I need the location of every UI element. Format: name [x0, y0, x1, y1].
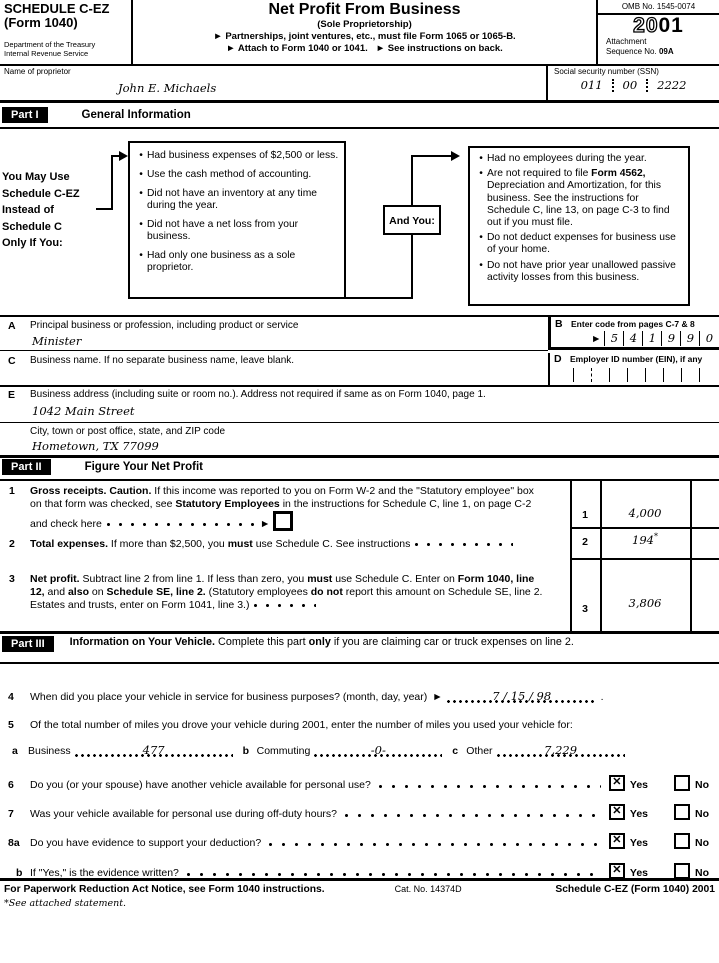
flow-line	[413, 155, 452, 157]
line8a-row	[8, 833, 709, 849]
dot-leader	[269, 843, 601, 846]
row-b-cell	[548, 317, 719, 350]
row-c-letter: C	[8, 355, 16, 367]
line7-yes-label: Yes	[629, 808, 648, 820]
line7-row	[8, 804, 709, 820]
footnote-marker: *	[653, 532, 658, 541]
proprietor-row	[0, 66, 719, 103]
line8a-number: 8a	[8, 837, 20, 849]
line5a-letter: a	[12, 745, 18, 757]
other-miles-field[interactable]: 7,229	[497, 743, 625, 757]
part3-title: Information on Your Vehicle. Complete this part only if you are claiming car or truck expenses on line 2.	[69, 636, 574, 648]
form-footer	[0, 878, 719, 912]
flow-line	[346, 297, 413, 299]
city-state-zip-field[interactable]: Hometown, TX 77099	[32, 439, 159, 453]
business-info-table	[0, 315, 719, 458]
line8b-row	[8, 863, 709, 879]
form-note-1: ► Partnerships, joint ventures, etc., must file Form 1065 or 1065-B.	[213, 31, 516, 42]
line6-text: Do you (or your spouse) have another vehicle available for personal use?	[30, 779, 371, 791]
line7-no-label: No	[695, 808, 709, 820]
pointer-icon: ►	[259, 518, 271, 530]
list-item: • Had only one business as a sole proprietor.	[135, 250, 339, 274]
row-b-letter: B	[555, 318, 563, 330]
line8b-no-checkbox[interactable]	[674, 863, 690, 879]
divider	[570, 558, 719, 560]
line8a-text: Do you have evidence to support your deduction?	[30, 837, 262, 849]
business-code-field[interactable]: ► 5 4 1 9 9 0	[591, 331, 718, 346]
dot-leader	[345, 814, 601, 817]
line5-row	[8, 719, 709, 731]
principal-business-field[interactable]: Minister	[32, 334, 82, 348]
line6-row	[8, 775, 709, 791]
ssn-cell	[546, 66, 719, 100]
line4-period: .	[600, 691, 604, 703]
line3-number: 3	[9, 573, 15, 585]
bullet-icon	[135, 188, 147, 212]
net-profit-amount[interactable]: 3,806	[628, 596, 662, 610]
dept-line2: Internal Revenue Service	[4, 48, 89, 58]
attached-statement-footnote: *See attached statement.	[4, 898, 127, 909]
list-item: • Had business expenses of $2,500 or less.	[135, 150, 339, 162]
line6-yes-checkbox[interactable]: ✕	[609, 775, 625, 791]
line7-no-checkbox[interactable]	[674, 804, 690, 820]
line8b-number: b	[16, 867, 23, 879]
schedule-footer-label: Schedule C-EZ (Form 1040) 2001	[555, 884, 715, 895]
line8b-no-label: No	[695, 867, 709, 879]
line5-mileage-row	[8, 743, 709, 757]
line3-text: Net profit. Subtract line 2 from line 1. If less than zero, you must use Schedule C. Enter on Form 1040, line 12, and also on Schedule SE, line 2. (Statutory employees do not report this amount on Schedule SE, line 2. Estates and trusts, enter on Form 1041, line 3.)	[30, 573, 543, 611]
line5b-letter: b	[242, 745, 250, 757]
line5c-letter: c	[452, 745, 459, 757]
and-you-box: And You:	[383, 205, 441, 235]
row-d-label: Employer ID number (EIN), if any	[570, 354, 703, 364]
ssn-separator	[646, 79, 648, 92]
schedule-name: SCHEDULE C-EZ	[4, 1, 110, 16]
proprietor-name-field[interactable]: John E. Michaels	[118, 81, 217, 95]
arrow-right-icon	[451, 151, 460, 161]
list-item: • Do not deduct expenses for business use of your home.	[475, 232, 683, 256]
row-b-label: Enter code from pages C-7 & 8	[571, 319, 695, 329]
line5b-label: Commuting	[256, 745, 311, 757]
statutory-employee-checkbox[interactable]	[273, 511, 293, 531]
line4-number: 4	[8, 691, 14, 703]
bullet-icon	[135, 250, 147, 274]
bullet-icon	[135, 150, 147, 162]
line8a-yes-checkbox[interactable]: ✕	[609, 833, 625, 849]
line6-no-checkbox[interactable]	[674, 775, 690, 791]
vehicle-info-section	[0, 667, 719, 878]
line2-box-number: 2	[582, 536, 588, 548]
part3-header	[0, 633, 719, 664]
form-note-2: ► Attach to Form 1040 or 1041. ► See instructions on back.	[226, 43, 503, 54]
form-title-block	[133, 0, 598, 64]
omb-number: OMB No. 1545-0074	[598, 0, 719, 15]
arrow-right-icon	[119, 151, 128, 161]
list-item: • Had no employees during the year.	[475, 153, 683, 165]
line4-text: When did you place your vehicle in service for business purposes? (month, day, year)	[30, 691, 428, 703]
bullet-icon	[475, 260, 487, 284]
divider	[0, 350, 548, 351]
city-label: City, town or post office, state, and ZIP code	[30, 426, 226, 437]
row-c-label: Business name. If no separate business name, leave blank.	[30, 355, 295, 366]
part1-title: General Information	[81, 109, 191, 121]
line8a-yes-label: Yes	[629, 837, 648, 849]
flow-line	[111, 155, 113, 210]
line3-box-number: 3	[582, 603, 588, 615]
attachment-sequence: Attachment Sequence No. 09A	[606, 37, 674, 56]
part3-badge: Part III	[2, 636, 54, 652]
row-e-letter: E	[8, 389, 16, 401]
line1-box-number: 1	[582, 509, 588, 521]
line6-yes-label: Yes	[629, 779, 648, 791]
vehicle-service-date-field[interactable]: 7 / 15 / 98	[447, 689, 597, 703]
bullet-icon	[135, 169, 147, 181]
line6-no-label: No	[695, 779, 709, 791]
list-item: • Did not have a net loss from your business.	[135, 219, 339, 243]
pointer-icon: ►	[226, 43, 236, 54]
catalog-number: Cat. No. 14374D	[394, 884, 462, 894]
part2-header	[0, 455, 719, 481]
dept-line1: Department of the Treasury	[4, 39, 96, 49]
part1-badge: Part I	[2, 107, 48, 123]
list-item: • Use the cash method of accounting.	[135, 169, 339, 181]
pointer-icon: ►	[432, 691, 443, 703]
commuting-miles-field[interactable]: -0-	[314, 743, 442, 757]
bullet-icon	[475, 168, 487, 229]
line5-number: 5	[8, 719, 14, 731]
list-item: • Are not required to file Form 4562, Depreciation and Amortization, for this business. See the instructions for Schedule C, line 13, on page C-3 to find out if you must file.	[475, 168, 683, 229]
form-number: (Form 1040)	[4, 15, 78, 31]
business-miles-field[interactable]: 477	[75, 743, 233, 757]
line1-text: Gross receipts. Caution. If this income was reported to you on Form W-2 and the "Statutory employee" box on that form was checked, see Statutory Employees in the instructions for Schedule C, line 1, on page C-2 and check here ►	[30, 485, 534, 530]
bullet-icon	[135, 219, 147, 243]
divider	[570, 527, 719, 529]
proprietor-label: Name of proprietor	[4, 67, 71, 76]
tax-year: 2001	[633, 14, 684, 37]
dot-leader	[254, 604, 316, 607]
line5c-label: Other	[466, 745, 493, 757]
divider	[690, 479, 692, 631]
form-title: Net Profit From Business	[268, 1, 461, 18]
business-address-field[interactable]: 1042 Main Street	[32, 404, 135, 418]
line7-number: 7	[8, 808, 14, 820]
line6-number: 6	[8, 779, 14, 791]
line2-text: Total expenses. If more than $2,500, you must use Schedule C. See instructions	[30, 538, 546, 551]
row-d-letter: D	[554, 353, 562, 365]
gross-receipts-amount[interactable]: 4,000	[628, 506, 662, 520]
left-conditions-box	[128, 141, 346, 299]
part2-badge: Part II	[2, 459, 51, 475]
pointer-icon: ►	[213, 31, 223, 42]
list-item: • Did not have an inventory at any time during the year.	[135, 188, 339, 212]
part2-title: Figure Your Net Profit	[84, 461, 203, 473]
ssn-separator	[612, 79, 614, 92]
may-use-label: You May Use Schedule C-EZ Instead of Schedule C Only If You:	[2, 171, 80, 249]
line5a-label: Business	[28, 745, 71, 757]
net-profit-table	[0, 479, 719, 634]
right-conditions-box	[468, 146, 690, 306]
line5-text: Of the total number of miles you drove your vehicle during 2001, enter the number of miles you used your vehicle for:	[30, 719, 573, 731]
part1-header	[0, 103, 719, 129]
line8a-no-label: No	[695, 837, 709, 849]
row-a-letter: A	[8, 320, 16, 332]
paperwork-notice: For Paperwork Reduction Act Notice, see Form 1040 instructions.	[4, 884, 325, 895]
pointer-icon: ►	[375, 43, 386, 54]
divider	[0, 385, 719, 387]
row-a-label: Principal business or profession, including product or service	[30, 320, 299, 331]
line8b-yes-label: Yes	[629, 867, 648, 879]
row-e-label: Business address (including suite or room no.). Address not required if same as on Form 1040, page 1.	[30, 389, 486, 400]
ein-field[interactable]	[556, 368, 717, 382]
bullet-icon	[475, 232, 487, 256]
ssn-label: Social security number (SSN)	[554, 67, 659, 76]
list-item: • Do not have prior year unallowed passive activity losses from this business.	[475, 260, 683, 284]
form-subtitle: (Sole Proprietorship)	[317, 19, 412, 30]
line7-text: Was your vehicle available for personal use during off-duty hours?	[30, 808, 338, 820]
eligibility-flowchart	[0, 129, 719, 315]
dot-leader	[415, 543, 513, 546]
divider	[0, 422, 719, 423]
form-id-block	[0, 0, 133, 64]
total-expenses-amount[interactable]: 194*	[632, 532, 658, 547]
line4-row	[8, 689, 709, 703]
dot-leader	[107, 523, 255, 526]
line1-number: 1	[9, 485, 15, 497]
ssn-field[interactable]: 011 00 2222	[580, 78, 687, 92]
line8a-no-checkbox[interactable]	[674, 833, 690, 849]
bullet-icon	[475, 153, 487, 165]
dot-leader	[187, 873, 601, 876]
line8b-text: If "Yes," is the evidence written?	[30, 867, 179, 879]
form-header	[0, 0, 719, 66]
proprietor-cell	[0, 66, 546, 100]
pointer-icon: ►	[591, 332, 602, 345]
line7-yes-checkbox[interactable]: ✕	[609, 804, 625, 820]
line8b-yes-checkbox[interactable]: ✕	[609, 863, 625, 879]
line2-number: 2	[9, 538, 15, 550]
row-d-cell	[548, 353, 719, 385]
dot-leader	[379, 785, 601, 788]
omb-block	[598, 0, 719, 64]
